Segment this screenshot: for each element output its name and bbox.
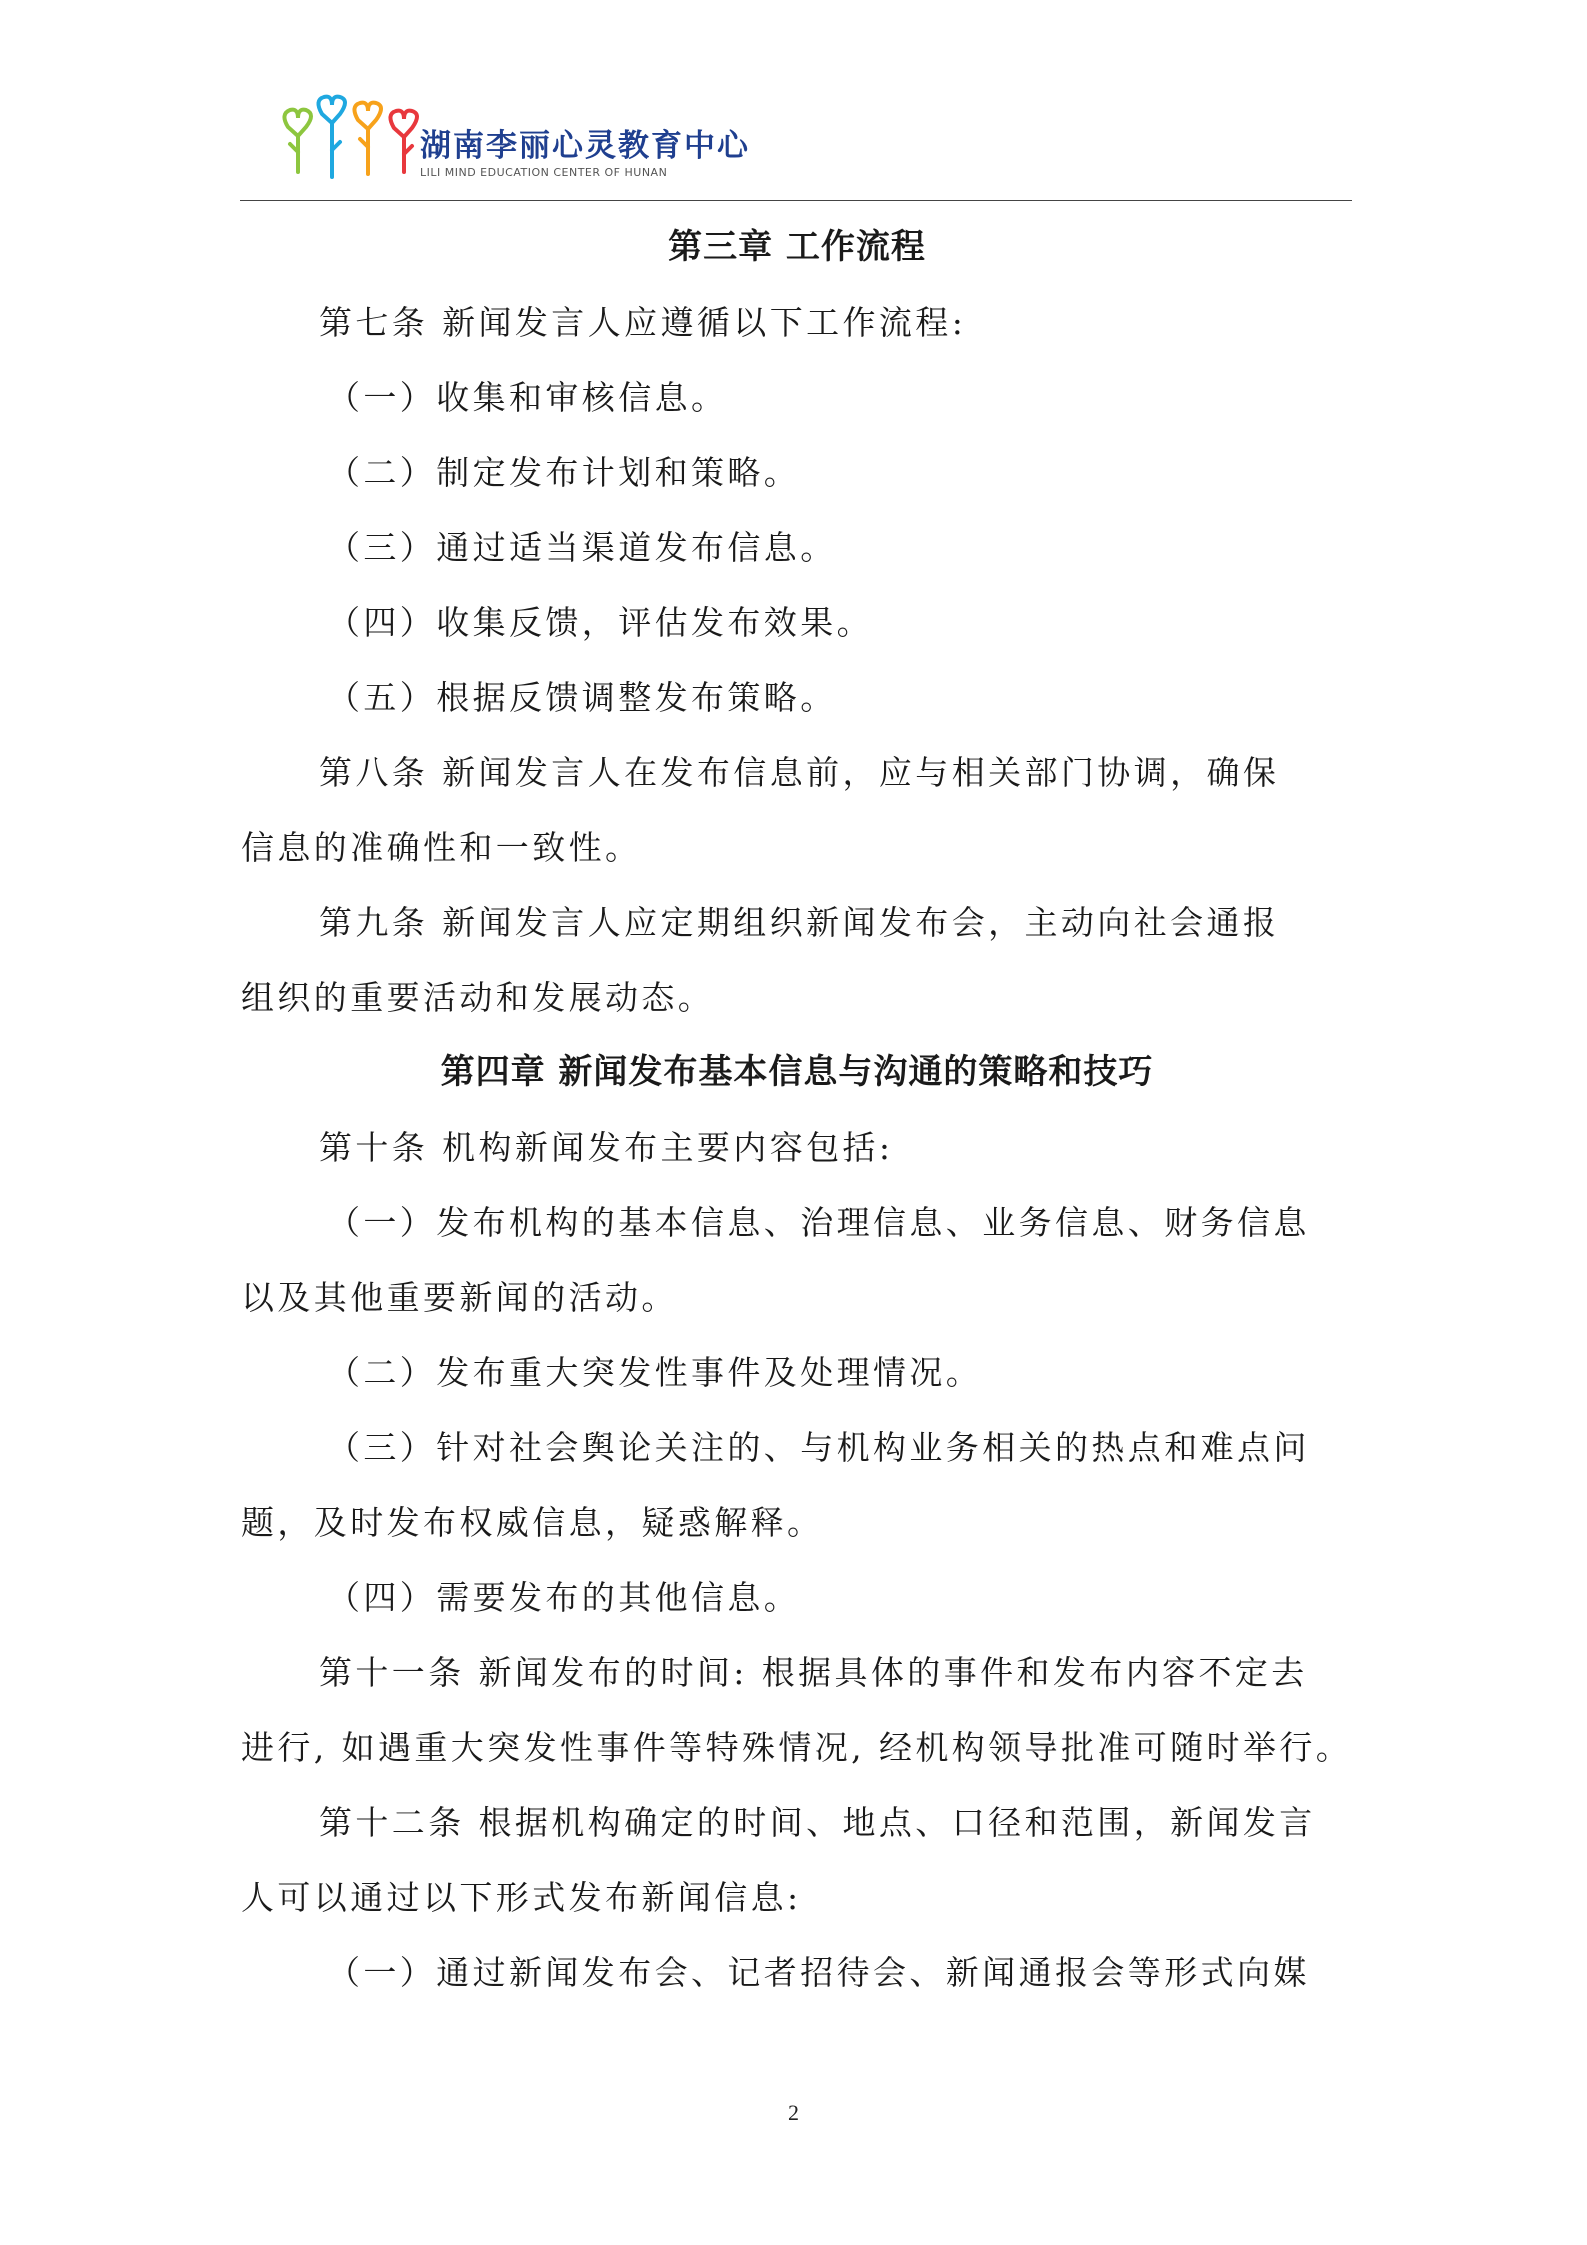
article-paragraph: 进行, 如遇重大突发性事件等特殊情况, 经机构领导批准可随时举行。 [241,1728,1353,1767]
list-item: （三）通过适当渠道发布信息。 [327,528,837,567]
article-paragraph: 人可以通过以下形式发布新闻信息: [241,1878,802,1917]
list-item: 以及其他重要新闻的活动。 [241,1278,678,1317]
article-paragraph: 第九条 新闻发言人应定期组织新闻发布会，主动向社会通报 [319,903,1280,942]
logo-title: 湖南李丽心灵教育中心 [420,128,750,164]
article-paragraph: 第十条 机构新闻发布主要内容包括: [319,1128,894,1167]
header-divider [240,200,1352,201]
article-paragraph: 第十二条 根据机构确定的时间、地点、口径和范围，新闻发言 [319,1803,1316,1842]
chapter-heading: 第四章 新闻发布基本信息与沟通的策略和技巧 [440,1052,1154,1092]
list-item: （四）收集反馈，评估发布效果。 [327,603,873,642]
chapter-heading: 第三章 工作流程 [668,227,926,267]
list-item: （四）需要发布的其他信息。 [327,1578,801,1617]
list-item: 题，及时发布权威信息，疑惑解释。 [241,1503,824,1542]
list-item: （二）发布重大突发性事件及处理情况。 [327,1353,983,1392]
logo-subtitle: LILI MIND EDUCATION CENTER OF HUNAN [420,166,668,179]
page-number: 2 [788,2100,799,2125]
list-item: （一）收集和审核信息。 [327,378,728,417]
list-item: （一）发布机构的基本信息、治理信息、业务信息、财务信息 [327,1203,1310,1242]
article-paragraph: 信息的准确性和一致性。 [241,828,642,867]
logo-text [420,128,750,179]
document-header [240,92,1352,192]
article-paragraph: 组织的重要活动和发展动态。 [241,978,715,1017]
article-paragraph: 第七条 新闻发言人应遵循以下工作流程: [319,303,967,342]
document-body [241,210,1353,2010]
article-paragraph: 第八条 新闻发言人在发布信息前，应与相关部门协调，确保 [319,753,1280,792]
list-item: （二）制定发布计划和策略。 [327,453,801,492]
article-paragraph: 第十一条 新闻发布的时间: 根据具体的事件和发布内容不定去 [319,1653,1308,1692]
list-item: （五）根据反馈调整发布策略。 [327,678,837,717]
list-item: （一）通过新闻发布会、记者招待会、新闻通报会等形式向媒 [327,1953,1310,1992]
list-item: （三）针对社会舆论关注的、与机构业务相关的热点和难点问 [327,1428,1310,1467]
